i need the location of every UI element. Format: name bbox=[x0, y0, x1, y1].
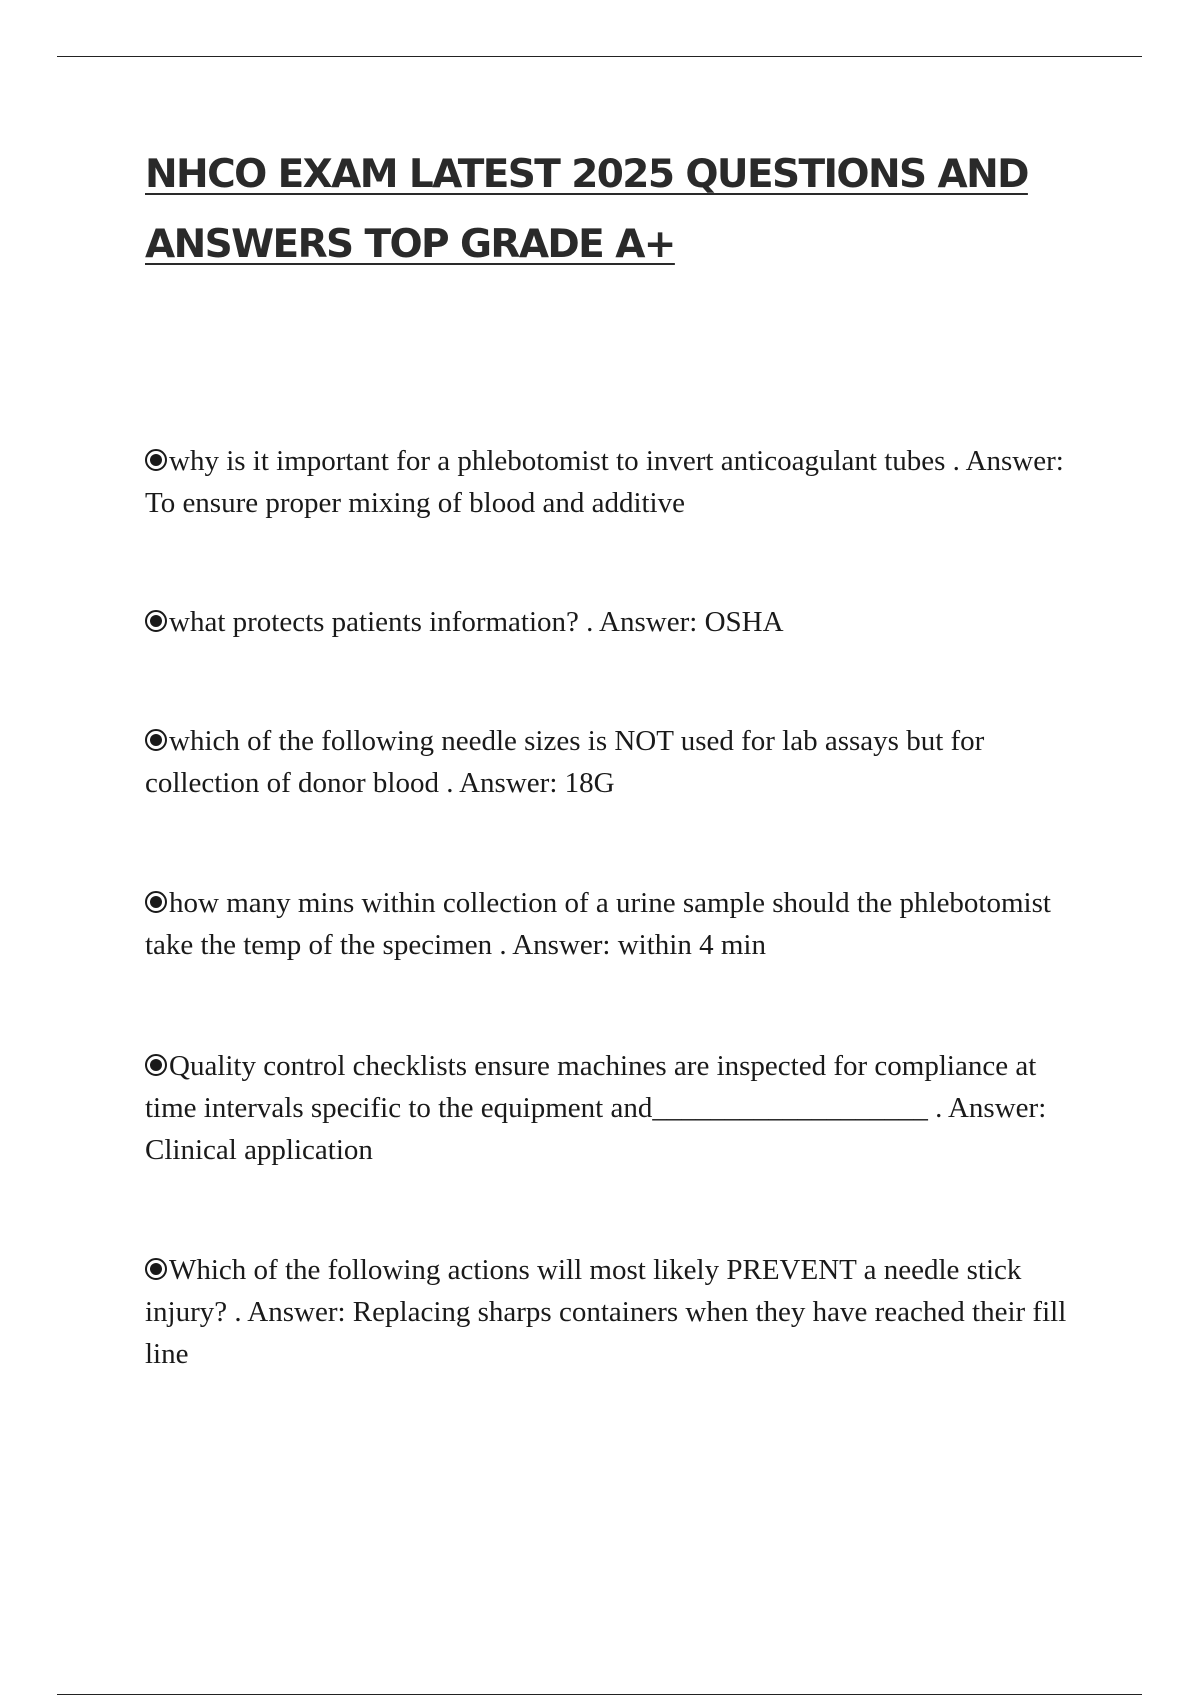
fisheye-bullet-icon bbox=[145, 1054, 167, 1076]
qa-text: what protects patients information? . Answer: OSHA bbox=[169, 606, 784, 638]
fisheye-bullet-icon bbox=[145, 891, 167, 913]
qa-item bbox=[145, 440, 1095, 524]
bottom-rule bbox=[57, 1694, 1142, 1695]
page-title: NHCO EXAM LATEST 2025 QUESTIONS AND ANSWERS TOP GRADE A+ bbox=[145, 152, 1028, 267]
top-rule bbox=[57, 56, 1142, 57]
fisheye-bullet-icon bbox=[145, 1258, 167, 1280]
qa-item bbox=[145, 882, 1095, 966]
qa-text: Which of the following actions will most likely PREVENT a needle stick injury? . Answer: Replacing sharps containers when they have reached their fill line bbox=[145, 1254, 1067, 1370]
qa-item bbox=[145, 1045, 1095, 1171]
fisheye-bullet-icon bbox=[145, 449, 167, 471]
qa-item bbox=[145, 1249, 1095, 1375]
qa-text: Quality control checklists ensure machines are inspected for compliance at time intervals specific to the equipment and___________________ . Answer: Clinical application bbox=[145, 1050, 1047, 1166]
qa-item bbox=[145, 601, 1095, 643]
qa-item bbox=[145, 720, 1095, 804]
qa-text: why is it important for a phlebotomist to invert anticoagulant tubes . Answer: To ensure proper mixing of blood and additive bbox=[145, 445, 1064, 519]
fisheye-bullet-icon bbox=[145, 729, 167, 751]
qa-text: which of the following needle sizes is NOT used for lab assays but for collection of donor blood . Answer: 18G bbox=[145, 725, 985, 799]
fisheye-bullet-icon bbox=[145, 610, 167, 632]
qa-text: how many mins within collection of a urine sample should the phlebotomist take the temp of the specimen . Answer: within 4 min bbox=[145, 887, 1051, 961]
